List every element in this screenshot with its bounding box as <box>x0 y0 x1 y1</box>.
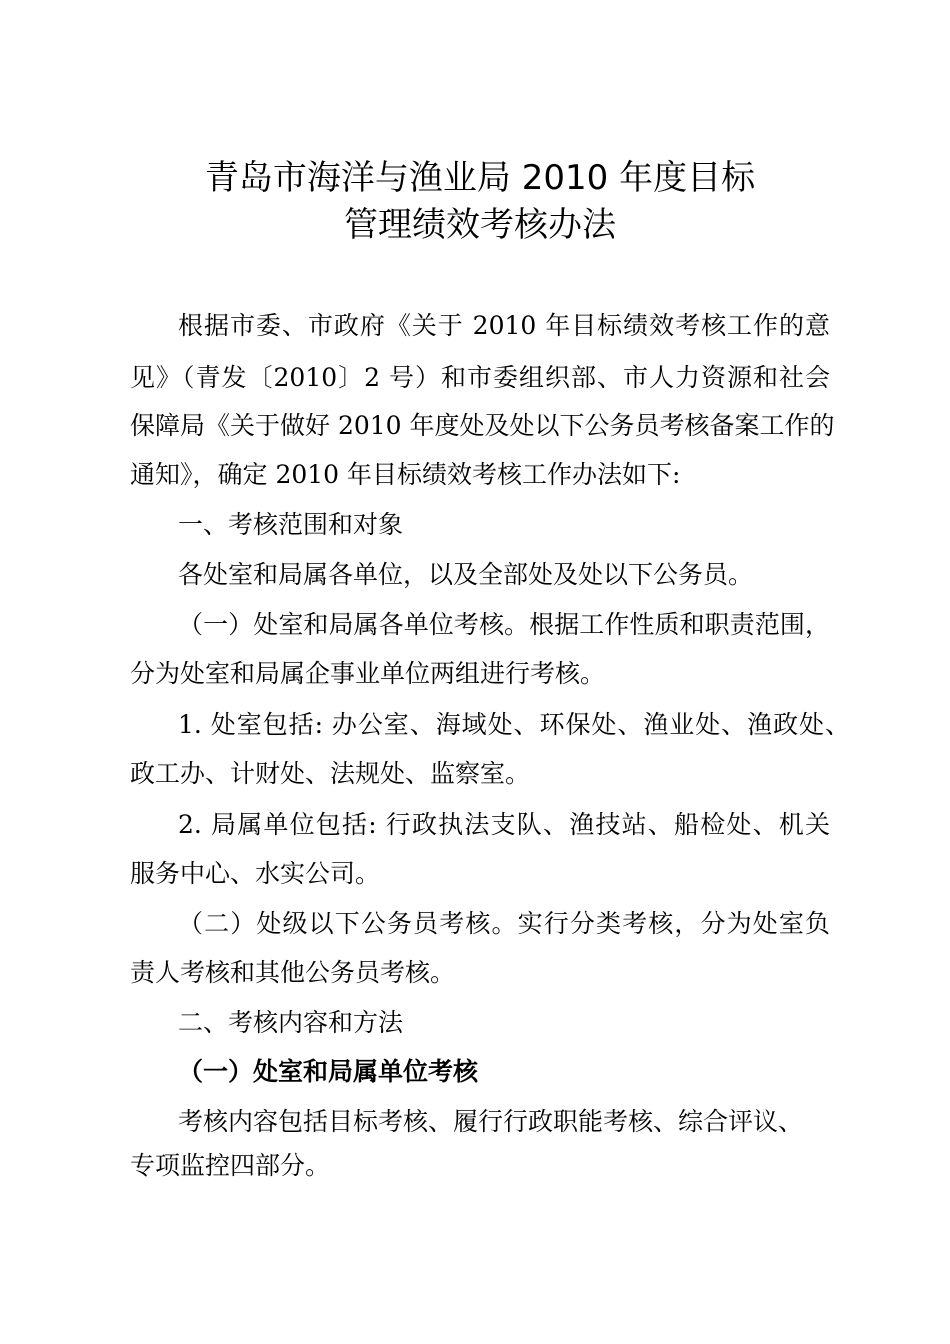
intro-line-4: 通知》，确定 2010 年目标绩效考核工作办法如下: <box>130 460 681 489</box>
document-title-line-2: 管理绩效考核办法 <box>344 205 616 245</box>
item-2-line-2: 服务中心、水实公司。 <box>130 859 381 888</box>
scope-paragraph: 各处室和局属各单位，以及全部处及处以下公务员。 <box>178 560 754 589</box>
section-2-heading: 二、考核内容和方法 <box>178 1008 404 1037</box>
sub-3-heading: （一）处室和局属单位考核 <box>178 1057 479 1086</box>
intro-line-3: 保障局《关于做好 2010 年度处及处以下公务员考核备案工作的 <box>130 411 835 440</box>
content-line-1: 考核内容包括目标考核、履行行政职能考核、综合评议、 <box>178 1107 804 1136</box>
sub-2-line-2: 责人考核和其他公务员考核。 <box>130 958 456 987</box>
item-2-line-1: 2. 局属单位包括: 行政执法支队、渔技站、船检处、机关 <box>178 810 830 839</box>
section-1-heading: 一、考核范围和对象 <box>178 510 404 539</box>
sub-2-line-1: （二）处级以下公务员考核。实行分类考核，分为处室负 <box>178 909 830 938</box>
sub-1-line-1: （一）处室和局属各单位考核。根据工作性质和职责范围， <box>178 610 830 639</box>
intro-line-1: 根据市委、市政府《关于 2010 年目标绩效考核工作的意 <box>178 311 830 340</box>
content-line-2: 专项监控四部分。 <box>130 1151 331 1180</box>
sub-1-line-2: 分为处室和局属企事业单位两组进行考核。 <box>130 659 606 688</box>
document-title-line-1: 青岛市海洋与渔业局 2010 年度目标 <box>204 158 756 198</box>
item-1-line-1: 1. 处室包括: 办公室、海域处、环保处、渔业处、渔政处、 <box>178 710 850 739</box>
item-1-line-2: 政工办、计财处、法规处、监察室。 <box>130 759 531 788</box>
intro-line-2: 见》（青发〔2010〕2 号）和市委组织部、市人力资源和社会 <box>130 363 830 392</box>
